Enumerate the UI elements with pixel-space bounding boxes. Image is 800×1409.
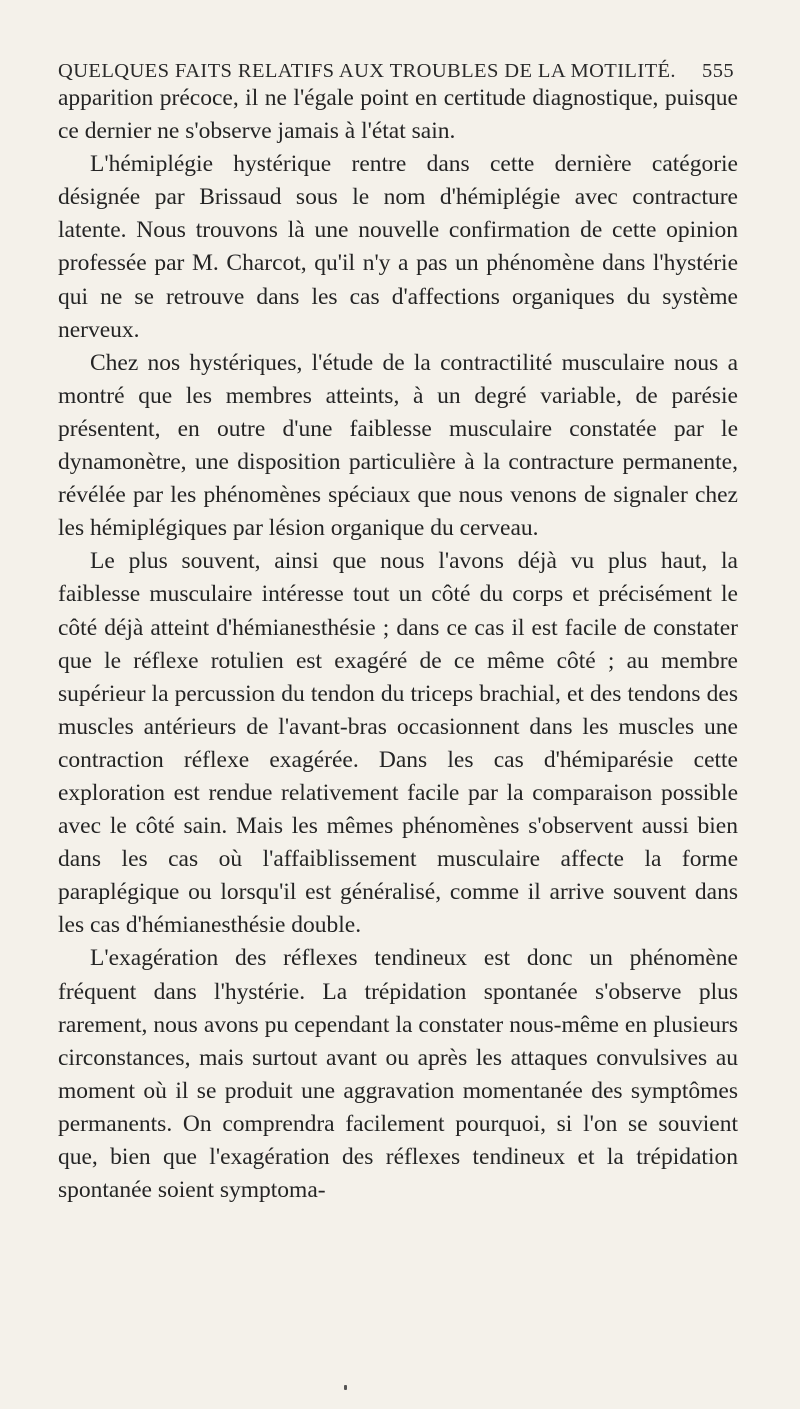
paragraph: Chez nos hystériques, l'étude de la contractilité musculaire nous a montré que les membres atteints, à un degré variable, de parésie présentent, en outre d'une faiblesse musculaire constatée par le dynamonètre, une disposition particulière à la contracture permanente, révélée par les phénomènes spéciaux que nous venons de signaler chez les hémiplégiques par lésion organique du cerveau. xyxy=(58,349,738,542)
paragraph: L'hémiplégie hystérique rentre dans cette dernière catégorie désignée par Brissaud sous le nom d'hémiplégie avec contracture latente. Nous trouvons là une nouvelle confirmation de cette opinion professée par M. Charcot, qu'il n'y a pas un phénomène dans l'hystérie qui ne se retrouve dans les cas d'affections organiques du système nerveux. xyxy=(58,151,738,343)
paragraph: Le plus souvent, ainsi que nous l'avons déjà vu plus haut, la faiblesse musculaire intéresse tout un côté du corps et précisément le côté déjà atteint d'hémianesthésie ; dans ce cas il est facile de constater que le réflexe rotulien est exagéré de ce même côté ; au membre supérieur la percussion du tendon du triceps brachial, et des tendons des muscles antérieurs de l'avant-bras occasionnent dans les muscles une contraction réflexe exagérée. Dans les cas d'hémiparésie cette exploration est rendue relativement facile par la comparaison possible avec le côté sain. Mais les mêmes phénomènes s'observent aussi bien dans les cas où l'affaiblissement musculaire affecte la forme paraplégique ou lorsqu'il est généralisé, comme il arrive souvent dans les cas d'hémianesthésie double. xyxy=(58,548,738,939)
body-text xyxy=(58,82,738,1207)
paragraph-continued: apparition précoce, il ne l'égale point en certitude diagnostique, puisque ce dernier ne s'observe jamais à l'état sain. xyxy=(58,85,738,145)
running-title: QUELQUES FAITS RELATIFS AUX TROUBLES DE LA MOTILITÉ. xyxy=(58,60,676,82)
paragraph: L'exagération des réflexes tendineux est donc un phénomène fréquent dans l'hystérie. La trépidation spontanée s'observe plus rarement, nous avons pu cependant la constater nous-même en plusieurs circonstances, mais surtout avant ou après les attaques convulsives au moment où il se produit une aggravation momentanée des symptômes permanents. On comprendra facilement pourquoi, si l'on se souvient que, bien que l'exagération des réflexes tendineux et la trépidation spontanée soient symptoma- xyxy=(58,945,738,1204)
ink-speck xyxy=(344,1385,347,1390)
page-number: 555 xyxy=(702,60,734,82)
